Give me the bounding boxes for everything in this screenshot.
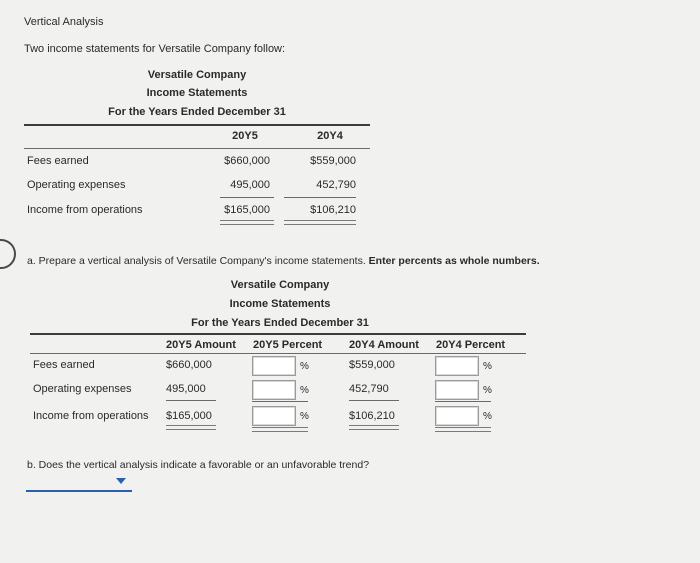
percent-symbol: % — [300, 361, 309, 372]
intro-text: Two income statements for Versatile Company follow: — [24, 43, 286, 55]
amount-20y5: 495,000 — [166, 383, 206, 395]
total-double-rule-20y5 — [220, 220, 274, 225]
subtotal-rule-20y4 — [284, 197, 356, 198]
percent-input-20y4[interactable] — [435, 380, 479, 400]
chevron-down-icon — [116, 478, 126, 484]
statement1-period: For the Years Ended December 31 — [108, 106, 286, 118]
row-label: Fees earned — [27, 155, 89, 167]
col-header-20y5-percent: 20Y5 Percent — [253, 339, 323, 351]
amount-20y4: $106,210 — [349, 410, 395, 422]
col-header-20y4-amount: 20Y4 Amount — [349, 339, 419, 351]
row-label: Fees earned — [33, 359, 95, 371]
part-b-question: b. Does the vertical analysis indicate a favorable or an unfavorable trend? — [27, 459, 370, 471]
statement1-name: Income Statements — [146, 87, 248, 99]
percent-input-20y5[interactable] — [252, 406, 296, 426]
row-label: Income from operations — [33, 410, 149, 422]
part-a-header-rule — [30, 353, 526, 354]
percent-input-20y5[interactable] — [252, 380, 296, 400]
part-a-prefix: a. Prepare a vertical analysis of Versatile Company's income statements. — [27, 255, 366, 267]
statement1-top-rule — [24, 124, 370, 126]
row-value-20y4: $106,210 — [310, 204, 356, 216]
amount-20y5: $660,000 — [166, 359, 212, 371]
percent-input-20y5[interactable] — [252, 356, 296, 376]
row-label: Operating expenses — [27, 179, 126, 191]
statement1-header-rule — [24, 148, 370, 149]
subtotal-rule-20y5-percent — [252, 401, 308, 402]
subtotal-rule-20y5 — [220, 197, 274, 198]
total-double-rule-20y4 — [284, 220, 356, 225]
statement1-col1-header: 20Y5 — [232, 130, 258, 142]
row-value-20y5: 495,000 — [230, 179, 270, 191]
percent-symbol: % — [300, 411, 309, 422]
row-value-20y4: 452,790 — [316, 179, 356, 191]
part-a-statement-name: Income Statements — [229, 298, 331, 310]
row-label: Operating expenses — [33, 383, 132, 395]
percent-symbol: % — [483, 385, 492, 396]
percent-symbol: % — [483, 361, 492, 372]
row-label: Income from operations — [27, 204, 143, 216]
part-a-period: For the Years Ended December 31 — [191, 317, 369, 329]
part-a-instruction — [27, 255, 540, 267]
subtotal-rule-20y4-percent — [435, 401, 491, 402]
col-header-20y5-amount: 20Y5 Amount — [166, 339, 236, 351]
percent-input-20y4[interactable] — [435, 356, 479, 376]
amount-20y4: 452,790 — [349, 383, 389, 395]
statement1-company: Versatile Company — [147, 69, 247, 81]
total-double-rule-20y5 — [166, 425, 216, 430]
row-value-20y5: $165,000 — [224, 204, 270, 216]
percent-symbol: % — [483, 411, 492, 422]
percent-symbol: % — [300, 385, 309, 396]
part-a-bold: Enter percents as whole numbers. — [368, 255, 540, 267]
question-marker-icon — [0, 239, 16, 269]
part-a-top-rule — [30, 333, 526, 335]
total-double-rule-20y5-percent — [252, 427, 308, 432]
part-a-company: Versatile Company — [230, 279, 330, 291]
total-double-rule-20y4 — [349, 425, 399, 430]
page-title: Vertical Analysis — [24, 16, 104, 28]
subtotal-rule-20y5 — [166, 400, 216, 401]
subtotal-rule-20y4 — [349, 400, 399, 401]
statement1-col2-header: 20Y4 — [317, 130, 343, 142]
total-double-rule-20y4-percent — [435, 427, 491, 432]
percent-input-20y4[interactable] — [435, 406, 479, 426]
row-value-20y5: $660,000 — [224, 155, 270, 167]
row-value-20y4: $559,000 — [310, 155, 356, 167]
col-header-20y4-percent: 20Y4 Percent — [436, 339, 506, 351]
amount-20y4: $559,000 — [349, 359, 395, 371]
amount-20y5: $165,000 — [166, 410, 212, 422]
trend-select-dropdown[interactable] — [26, 472, 132, 492]
